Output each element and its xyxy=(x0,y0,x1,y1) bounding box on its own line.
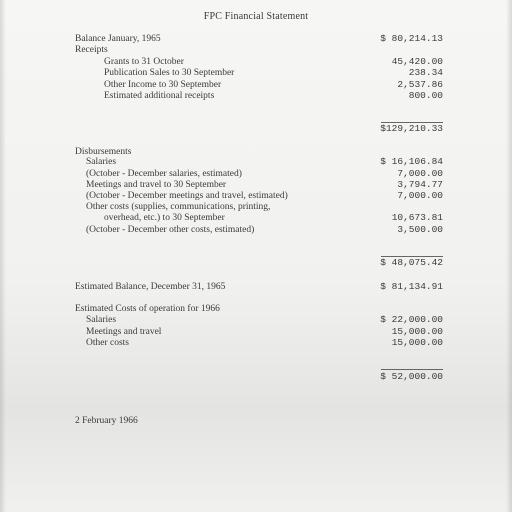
receipt-row xyxy=(0,90,512,102)
disbursement-amount: 10,673.81 xyxy=(391,212,443,223)
total-rule xyxy=(381,369,443,370)
disbursements-total: $ 48,075.42 xyxy=(380,257,443,268)
estimated-balance-amount: $ 81,134.91 xyxy=(380,281,443,292)
disbursement-row xyxy=(0,224,512,236)
disbursement-label: Meetings and travel to 30 September xyxy=(86,180,227,190)
estimated-balance-label: Estimated Balance, December 31, 1965 xyxy=(75,282,226,292)
disbursement-label: (October - December meetings and travel, estimated) xyxy=(86,191,288,201)
disbursements-heading: Disbursements xyxy=(75,147,132,157)
disbursement-label: Other costs (supplies, communications, printing, xyxy=(86,202,271,212)
costs-1966-total-row xyxy=(0,371,512,383)
estimated-balance-row xyxy=(0,281,512,293)
receipts-heading-row xyxy=(0,44,512,56)
costs-1966-heading: Estimated Costs of operation for 1966 xyxy=(75,304,220,314)
disbursements-total-row xyxy=(0,257,512,269)
balance-january-amount: $ 80,214.13 xyxy=(380,33,443,44)
disbursement-label: overhead, etc.) to 30 September xyxy=(104,213,225,223)
document-date: 2 February 1966 xyxy=(75,416,138,426)
receipt-amount: 800.00 xyxy=(408,90,443,101)
cost-amount: 15,000.00 xyxy=(391,337,443,348)
disbursement-label: Salaries xyxy=(86,157,117,167)
disbursement-label: (October - December salaries, estimated) xyxy=(86,169,242,179)
disbursement-row xyxy=(0,156,512,168)
cost-label: Meetings and travel xyxy=(86,327,162,337)
receipt-label: Estimated additional receipts xyxy=(104,91,215,101)
receipt-label: Publication Sales to 30 September xyxy=(104,68,235,78)
receipt-amount: 45,420.00 xyxy=(391,56,443,67)
page-title: FPC Financial Statement xyxy=(203,11,309,22)
cost-amount: $ 22,000.00 xyxy=(380,314,443,325)
costs-1966-total: $ 52,000.00 xyxy=(380,371,443,382)
disbursement-amount: 3,500.00 xyxy=(397,224,443,235)
cost-amount: 15,000.00 xyxy=(391,326,443,337)
disbursement-amount: 3,794.77 xyxy=(397,179,443,190)
receipts-total: $129,210.33 xyxy=(380,123,443,134)
receipts-heading: Receipts xyxy=(75,45,108,55)
receipts-total-row xyxy=(0,123,512,135)
disbursement-amount: 7,000.00 xyxy=(397,168,443,179)
cost-row xyxy=(0,337,512,349)
cost-label: Other costs xyxy=(86,338,130,348)
receipt-label: Grants to 31 October xyxy=(104,57,184,67)
disbursement-row xyxy=(0,212,512,224)
cost-row xyxy=(0,314,512,326)
receipt-amount: 2,537.86 xyxy=(397,79,443,90)
balance-january-label: Balance January, 1965 xyxy=(75,34,161,44)
receipt-row xyxy=(0,67,512,79)
disbursement-label: (October - December other costs, estimated) xyxy=(86,225,255,235)
disbursement-amount: $ 16,106.84 xyxy=(380,156,443,167)
receipt-amount: 238.34 xyxy=(408,67,443,78)
receipt-label: Other Income to 30 September xyxy=(104,80,222,90)
cost-label: Salaries xyxy=(86,315,117,325)
disbursement-amount: 7,000.00 xyxy=(397,190,443,201)
